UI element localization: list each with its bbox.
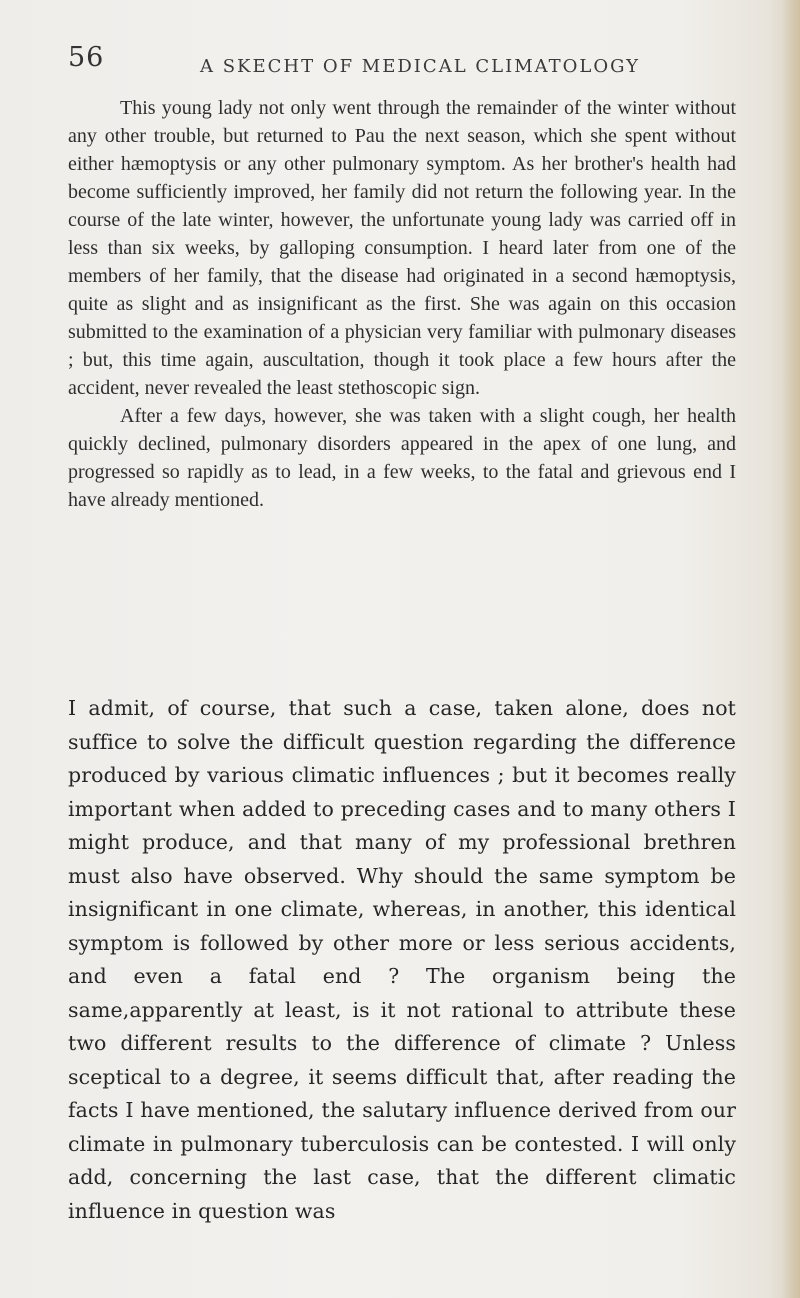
- main-text: [68, 692, 736, 1228]
- page-header: [68, 44, 768, 84]
- running-head: A SKECHT OF MEDICAL CLIMATOLOGY: [200, 56, 641, 77]
- page-edge-shading: [782, 0, 800, 1298]
- quote-paragraph: After a few days, however, she was taken with a slight cough, her health quickly declined, pulmonary disorders appeared in the apex of one lung, and progressed so rapidly as to lead, in a few weeks, to the fatal and grievous end I have already mentioned.: [68, 405, 736, 511]
- main-paragraph: I admit, of course, that such a case, taken alone, does not suffice to solve the difficult question regarding the difference produced by various climatic influences ; but it becomes really important when added to preceding cases and to many others I might produce, and that many of my professional brethren must also have observed. Why should the same symptom be insignificant in one climate, whereas, in another, this identical symptom is followed by other more or less serious accidents, and even a fatal end ? The organism being the same,apparently at least, is it not rational to attribute these two different results to the difference of climate ? Unless sceptical to a degree, it seems difficult that, after reading the facts I have mentioned, the salutary influence derived from our climate in pulmonary tuberculosis can be contested. I will only add, concerning the last case, that the different climatic influence in question was: [68, 696, 736, 1223]
- page-number: 56: [68, 42, 105, 73]
- quoted-case-text: [68, 94, 736, 514]
- quote-paragraph: This young lady not only went through the remainder of the winter without any other trouble, but returned to Pau the next season, which she spent without either hæmoptysis or any other pulmonary symptom. As her brother's health had become sufficiently improved, her family did not return the following year. In the course of the late winter, however, the unfortunate young lady was carried off in less than six weeks, by galloping consumption. I heard later from one of the members of her family, that the disease had originated in a second hæmoptysis, quite as slight and as insignificant as the first. She was again on this occasion submitted to the examination of a physician very familiar with pulmonary diseases ; but, this time again, auscultation, though it took place a few hours after the accident, never revealed the least stethoscopic sign.: [68, 97, 736, 399]
